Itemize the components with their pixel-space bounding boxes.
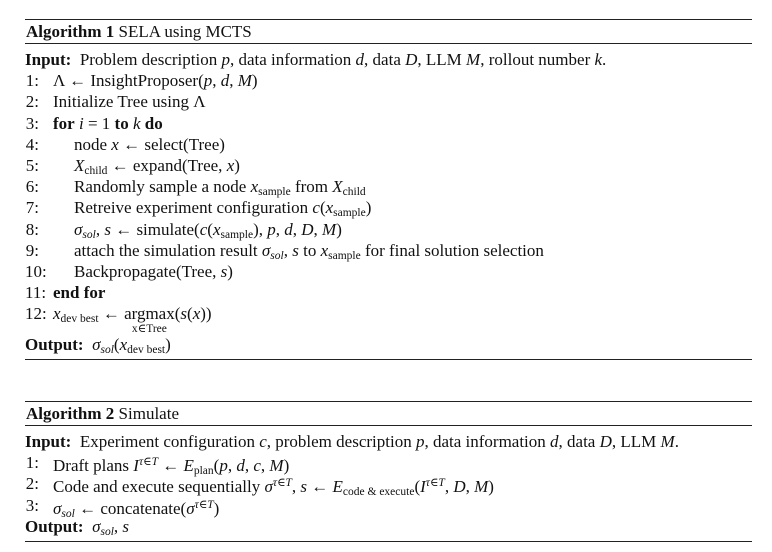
algorithm-2-body xyxy=(25,426,752,541)
algorithm-1-line-12: 12: $x_{dev best}$ ← argmax x∈Tree (s(x)) xyxy=(25,304,212,336)
algorithm-1-line-10: 10: Backpropagate(Tree, s) xyxy=(25,261,233,281)
algorithm-2-output: Output: σsol, s xyxy=(25,516,130,538)
algorithm-1-output: Output: $\sigma sol(x_{dev best})$ xyxy=(25,335,171,357)
argmax-operator: argmax x∈Tree xyxy=(124,304,175,336)
algorithm-2-title: Simulate xyxy=(118,404,179,423)
algorithm-1-bottom-rule xyxy=(25,359,752,360)
algorithm-1-label: Algorithm 1 xyxy=(26,22,115,41)
algorithm-1-line-5: 5: $X_{child}$ ← expand(Tree, x) xyxy=(25,155,240,177)
algorithm-1-line-11: 11: end for xyxy=(25,283,106,303)
algorithm-2-line-1: 1: Draft plans $I^{\tau\in T}$ ← $E_{plan}(p$, d, c, M) xyxy=(25,453,290,478)
algorithm-1-line-2: 2: Initialize Tree using Λ xyxy=(25,92,206,112)
algorithm-1-title: SELA using MCTS xyxy=(118,22,252,41)
input-label: Input: xyxy=(25,50,72,69)
algorithm-1-line-9: 9: attach the simulation result σsol, s to $x_{sample}$ for final solution selection xyxy=(25,240,544,262)
algorithm-1-line-8: 8: σsol, s ← $simulate(c(x_{sample})$, p, d, D, M) xyxy=(25,219,342,241)
algorithm-2-label: Algorithm 2 xyxy=(26,404,115,423)
algorithm-1-body xyxy=(25,44,752,359)
algorithm-1-caption xyxy=(25,20,752,43)
algorithm-2-input: Input: Experiment configuration c, problem description p, data information d, data D, LLM M. xyxy=(25,432,679,451)
algorithm-1-line-3: 3: for i = 1 to k do xyxy=(25,113,163,133)
algorithm-1-line-7: 7: Retreive experiment configuration $c(x_{sample})$ xyxy=(25,198,372,220)
algorithm-1-line-1: 1: Λ ← InsightProposer(p, d, M) xyxy=(25,71,258,91)
algorithm-1-line-4: 4: node x ← select(Tree) xyxy=(25,134,225,154)
algorithm-2-bottom-rule xyxy=(25,541,752,542)
output-label: Output: xyxy=(25,335,84,355)
algorithm-2 xyxy=(25,401,752,542)
input-label: Input: xyxy=(25,432,72,451)
algorithm-1-input: Input: Problem description p, data information d, data D, LLM M, rollout number k. xyxy=(25,50,607,69)
output-label: Output: xyxy=(25,516,84,536)
algorithm-1-line-6: 6: Randomly sample a node $x_{sample}$ from $X_{child}$ xyxy=(25,177,366,199)
algorithm-1 xyxy=(25,19,752,360)
algorithm-2-line-2: 2: Code and execute sequentially $\sigma^{\tau\in T}$, s ← $E_{code \& execute}(I^{\tau\in T}$, D, M) xyxy=(25,474,494,499)
algorithm-2-line-3: 3: σsol ← $concatenate(\sigma^{\tau\in T})$ xyxy=(25,495,220,520)
algorithm-2-caption xyxy=(25,402,752,425)
